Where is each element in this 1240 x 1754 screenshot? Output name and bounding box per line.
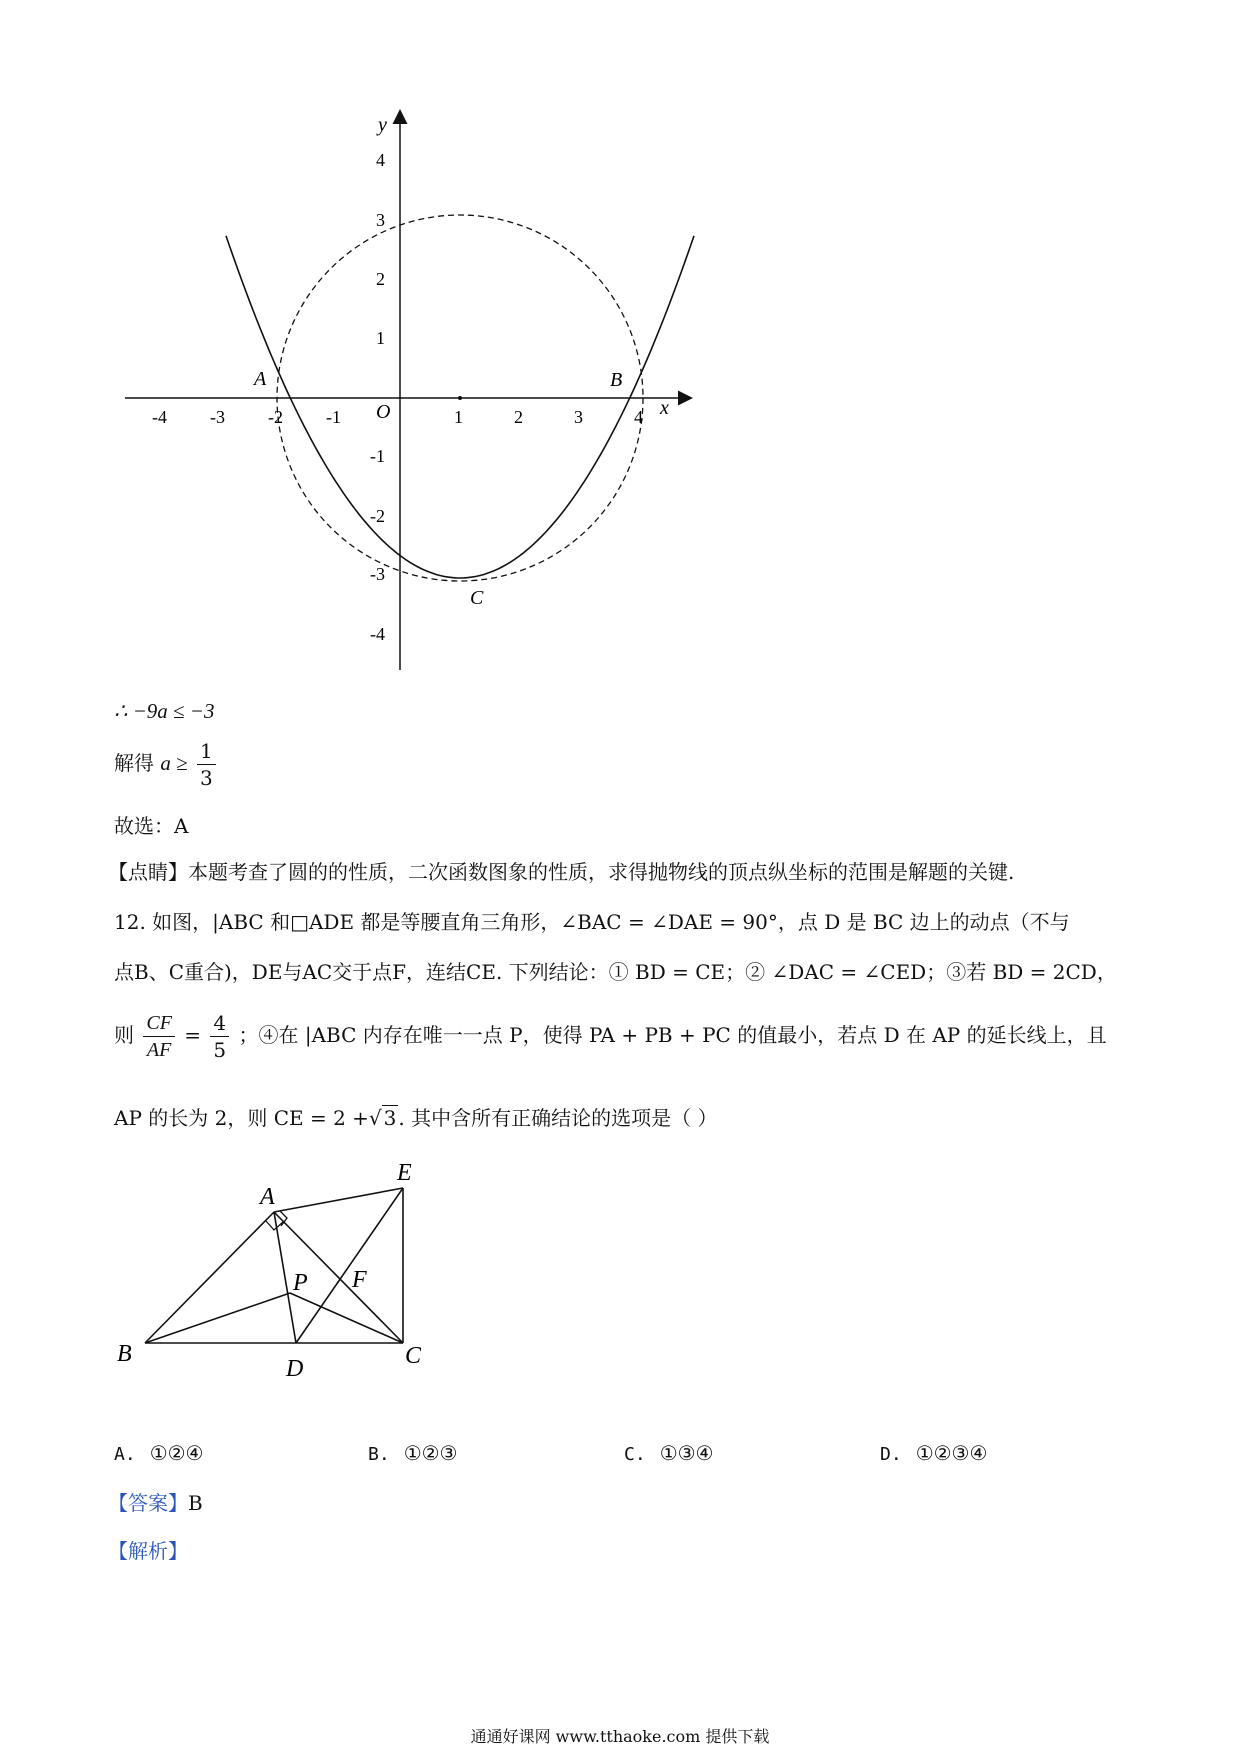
choice-line: 故选：A <box>114 814 189 838</box>
option-text: ①②③ <box>403 1443 458 1465</box>
x-tick: -1 <box>326 407 341 427</box>
fraction-numerator: CF <box>143 1010 175 1037</box>
comment-body: 本题考查了圆的的性质，二次函数图象的性质，求得抛物线的顶点纵坐标的范围是解题的关键. <box>188 860 1015 884</box>
origin-label: O <box>376 401 391 423</box>
point-label-a: A <box>254 368 267 390</box>
sqrt-sign: √ <box>368 1106 382 1130</box>
x-tick: -2 <box>268 407 283 427</box>
x-tick: 3 <box>574 407 583 427</box>
question-line-2: 点B、C重合)，DE与AC交于点F，连结CE. 下列结论：① BD = CE；② ∠DAC = ∠CED；③若 BD = 2CD， <box>114 960 1117 984</box>
x-axis-label: x <box>660 397 669 419</box>
option-letter: A. <box>114 1444 136 1465</box>
option-letter: D. <box>880 1444 902 1465</box>
vertex-label-b: B <box>117 1341 132 1367</box>
y-tick: -1 <box>370 446 385 466</box>
step-solution <box>114 738 219 791</box>
analysis-tag: 【解析】 <box>108 1539 188 1563</box>
y-tick: 1 <box>376 328 385 348</box>
answer-tag: 【答案】 <box>108 1491 188 1515</box>
option-text: ①③④ <box>659 1443 714 1465</box>
vertex-label-e: E <box>397 1160 412 1186</box>
segment-pc <box>290 1293 403 1343</box>
option-b[interactable] <box>368 1441 457 1466</box>
line3-rest: ；④在 |ABC 内存在唯一一点 P，使得 PA + PB + PC 的值最小，若点 D 在 AP 的延长线上，且 <box>238 1023 1107 1047</box>
fraction-numerator: 1 <box>197 738 216 765</box>
x-tick: -3 <box>210 407 225 427</box>
fraction-cf-af <box>143 1010 175 1063</box>
x-tick: -4 <box>152 407 167 427</box>
right-angle-mark <box>266 1221 283 1230</box>
vertex-label-f: F <box>352 1267 367 1293</box>
y-axis-label: y <box>378 114 387 136</box>
y-tick: -4 <box>370 624 385 644</box>
point-label-b: B <box>610 369 623 391</box>
x-tick: 4 <box>634 407 643 427</box>
y-tick: -3 <box>370 564 385 584</box>
segment-pb <box>145 1293 290 1343</box>
line4-end: . 其中含所有正确结论的选项是（ ） <box>398 1106 718 1130</box>
fraction-denominator: 3 <box>200 766 213 790</box>
question-line-4 <box>114 1104 717 1132</box>
question-line-1: 12. 如图，|ABC 和□ADE 都是等腰直角三角形，∠BAC = ∠DAE = 90°，点 D 是 BC 边上的动点（不与 <box>114 910 1070 934</box>
segment-ab <box>145 1212 274 1343</box>
option-text: ①②③④ <box>915 1443 988 1465</box>
step-inequality: ∴ −9a ≤ −3 <box>114 699 215 723</box>
point-label-c: C <box>470 587 484 609</box>
coordinate-graph <box>110 105 710 675</box>
solution-fraction <box>197 738 216 791</box>
question-line-3 <box>114 1010 1107 1063</box>
fraction-numerator: 4 <box>210 1010 229 1037</box>
solution-prefix: 解得 <box>114 751 154 775</box>
comment-line <box>108 858 1014 886</box>
solution-math: a ≥ <box>160 751 188 775</box>
answer-line <box>108 1489 203 1517</box>
vertex-label-c: C <box>405 1343 422 1369</box>
x-tick: 2 <box>514 407 523 427</box>
line4-start: AP 的长为 2，则 CE = 2 + <box>114 1106 369 1130</box>
y-tick: 4 <box>376 150 385 170</box>
answer-value: B <box>188 1491 203 1515</box>
option-c[interactable] <box>624 1441 713 1466</box>
vertex-label-d: D <box>286 1356 304 1382</box>
option-d[interactable] <box>880 1441 987 1466</box>
option-letter: B. <box>368 1444 390 1465</box>
line3-prefix: 则 <box>114 1023 134 1047</box>
fraction-four-fifths <box>210 1010 229 1063</box>
x-tick: 1 <box>454 407 463 427</box>
equals-sign: = <box>184 1023 202 1047</box>
option-letter: C. <box>624 1444 646 1465</box>
vertex-label-p: P <box>293 1270 308 1296</box>
option-text: ①②④ <box>149 1443 204 1465</box>
comment-tag: 【点睛】 <box>108 860 188 884</box>
tick-dot <box>458 396 462 400</box>
fraction-denominator: 5 <box>213 1038 227 1062</box>
triangle-diagram <box>110 1160 440 1390</box>
vertex-label-a: A <box>260 1184 275 1210</box>
y-tick: 2 <box>376 269 385 289</box>
sqrt-value: 3 <box>383 1106 397 1130</box>
y-tick: -2 <box>370 506 385 526</box>
y-tick: 3 <box>376 210 385 230</box>
page-footer: 通通好课网 www.tthaoke.com 提供下载 <box>470 1727 770 1746</box>
fraction-denominator: AF <box>146 1039 172 1061</box>
option-a[interactable] <box>114 1441 203 1466</box>
segment-ae <box>274 1188 403 1212</box>
